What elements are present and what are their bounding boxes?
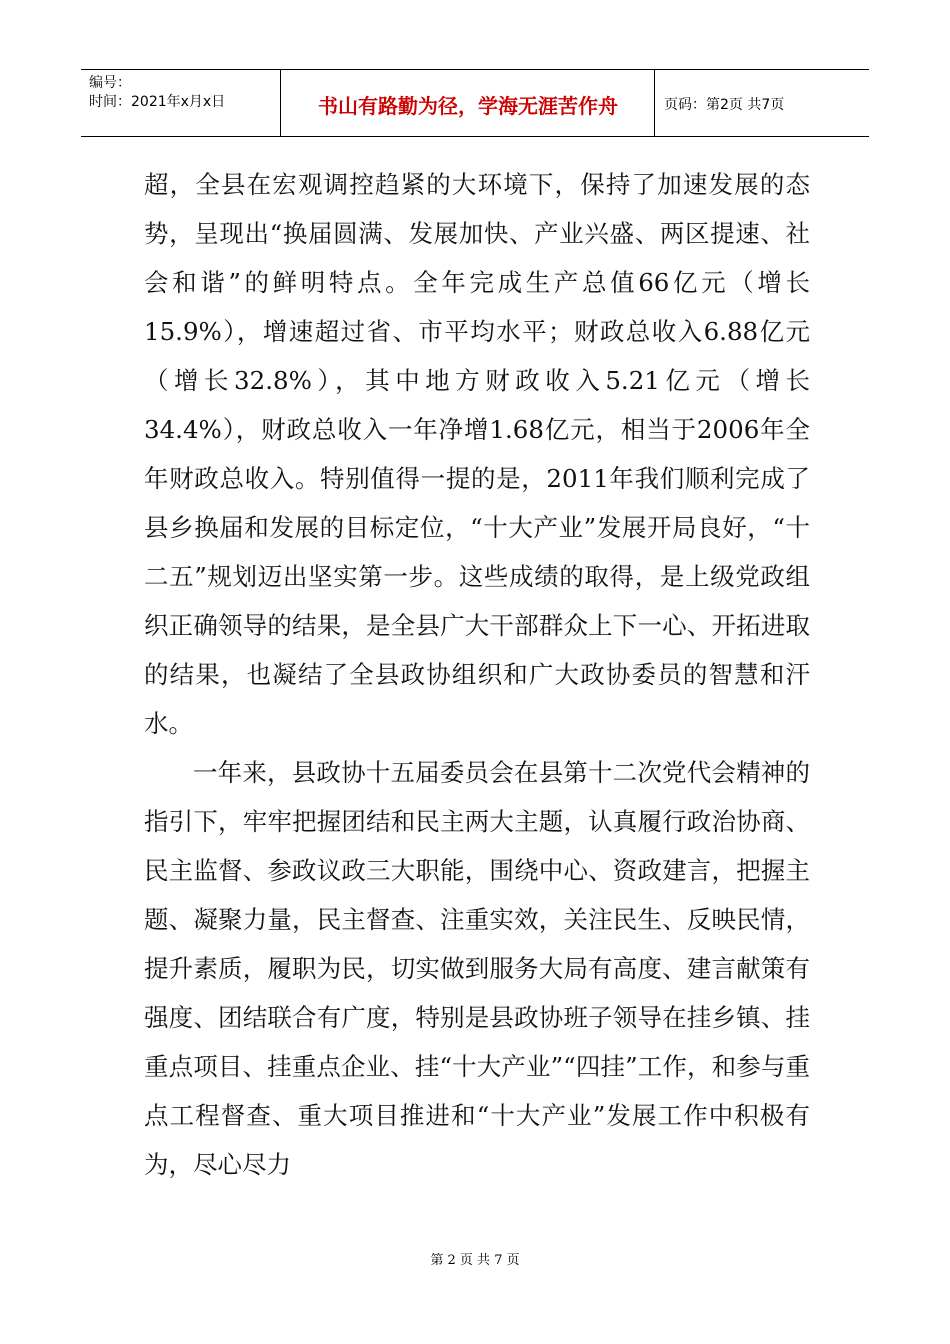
footer-page-number: 第 2 页 共 7 页 [430, 1253, 520, 1268]
header-motto: 书山有路勤为径，学海无涯苦作舟 [318, 94, 618, 118]
document-time-label: 时间：2021年x月x日 [89, 94, 226, 110]
body-paragraph: 超，全县在宏观调控趋紧的大环境下，保持了加速发展的态势，呈现出“换届圆满、发展加快、产业兴盛、两区提速、社会和谐”的鲜明特点。全年完成生产总值66亿元（增长15.9%），增速超过省、市平均水平；财政总收入6.88亿元（增长32.8%），其中地方财政收入5.21亿元（增长34.4%），财政总收入一年净增1.68亿元，相当于2006年全年财政总收入。特别值得一提的是，2011年我们顺利完成了县乡换届和发展的目标定位，“十大产业”发展开局良好，“十二五”规划迈出坚实第一步。这些成绩的取得，是上级党政组织正确领导的结果，是全县广大干部群众上下一心、开拓进取的结果，也凝结了全县政协组织和广大政协委员的智慧和汗水。 [144, 170, 810, 738]
document-number-label: 编号： [89, 75, 131, 91]
header-top-rule [81, 69, 869, 70]
header-bottom-rule [81, 136, 869, 137]
header-divider [280, 70, 281, 136]
header-page-number: 页码：第2页 共7页 [664, 97, 785, 113]
body-paragraph: 一年来，县政协十五届委员会在县第十二次党代会精神的指引下，牢牢把握团结和民主两大主题，认真履行政治协商、民主监督、参政议政三大职能，围绕中心、资政建言，把握主题、凝聚力量，民主督查、注重实效，关注民生、反映民情，提升素质，履职为民，切实做到服务大局有高度、建言献策有强度、团结联合有广度，特别是县政协班子领导在挂乡镇、挂重点项目、挂重点企业、挂“十大产业”“四挂”工作，和参与重点工程督查、重大项目推进和“十大产业”发展工作中积极有为，尽心尽力 [144, 758, 810, 1179]
header-divider [654, 70, 655, 136]
document-body [144, 160, 810, 1189]
